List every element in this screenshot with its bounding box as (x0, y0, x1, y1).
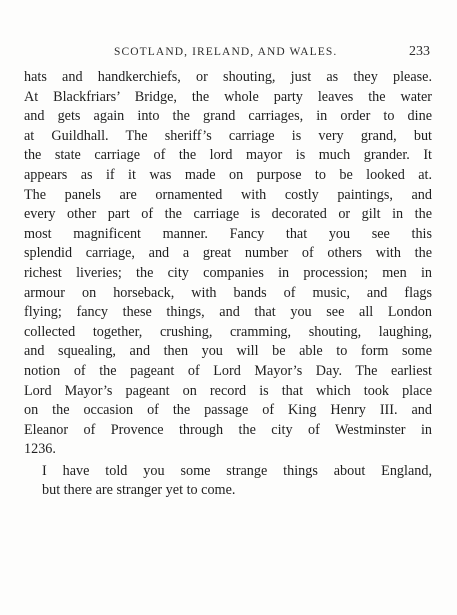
text-line: Lord Mayor’s pageant on record is that which took place (24, 382, 432, 399)
text-line: appears as if it was made on purpose to be looked at. (24, 166, 432, 183)
body-text (24, 68, 432, 501)
text-line: richest liveries; the city companies in procession; men in (24, 264, 432, 281)
text-line: Eleanor of Provence through the city of Westminster in (24, 421, 432, 438)
running-title: SCOTLAND, IRELAND, AND WALES. (114, 46, 338, 58)
paragraph (24, 68, 432, 460)
text-line: and gets again into the grand carriages, in order to dine (24, 108, 432, 125)
text-line: notion of the pageant of Lord Mayor’s Day. The earliest (24, 362, 432, 379)
running-header (24, 44, 430, 64)
text-line: armour on horseback, with bands of music, and flags (24, 284, 432, 301)
text-line: collected together, crushing, cramming, shouting, laughing, (24, 323, 432, 340)
text-line: splendid carriage, and a great number of others with the (24, 245, 432, 262)
text-line: the state carriage of the lord mayor is much grander. It (24, 147, 432, 164)
text-line: but there are stranger yet to come. (42, 482, 236, 499)
text-line: I have told you some strange things about England, (42, 462, 432, 479)
text-line: 1236. (24, 441, 56, 458)
text-line: and squealing, and then you will be able to form some (24, 343, 432, 360)
text-line: The panels are ornamented with costly paintings, and (24, 186, 432, 203)
text-line: At Blackfriars’ Bridge, the whole party leaves the water (24, 88, 432, 105)
paragraph (24, 462, 432, 501)
text-line: flying; fancy these things, and that you see all London (24, 304, 432, 321)
text-line: on the occasion of the passage of King Henry III. and (24, 402, 432, 419)
page-number: 233 (409, 44, 430, 59)
text-line: every other part of the carriage is decorated or gilt in the (24, 206, 432, 223)
text-line: most magnificent manner. Fancy that you see this (24, 225, 432, 242)
text-line: hats and handkerchiefs, or shouting, just as they please. (24, 69, 432, 85)
text-line: at Guildhall. The sheriff’s carriage is very grand, but (24, 127, 432, 144)
